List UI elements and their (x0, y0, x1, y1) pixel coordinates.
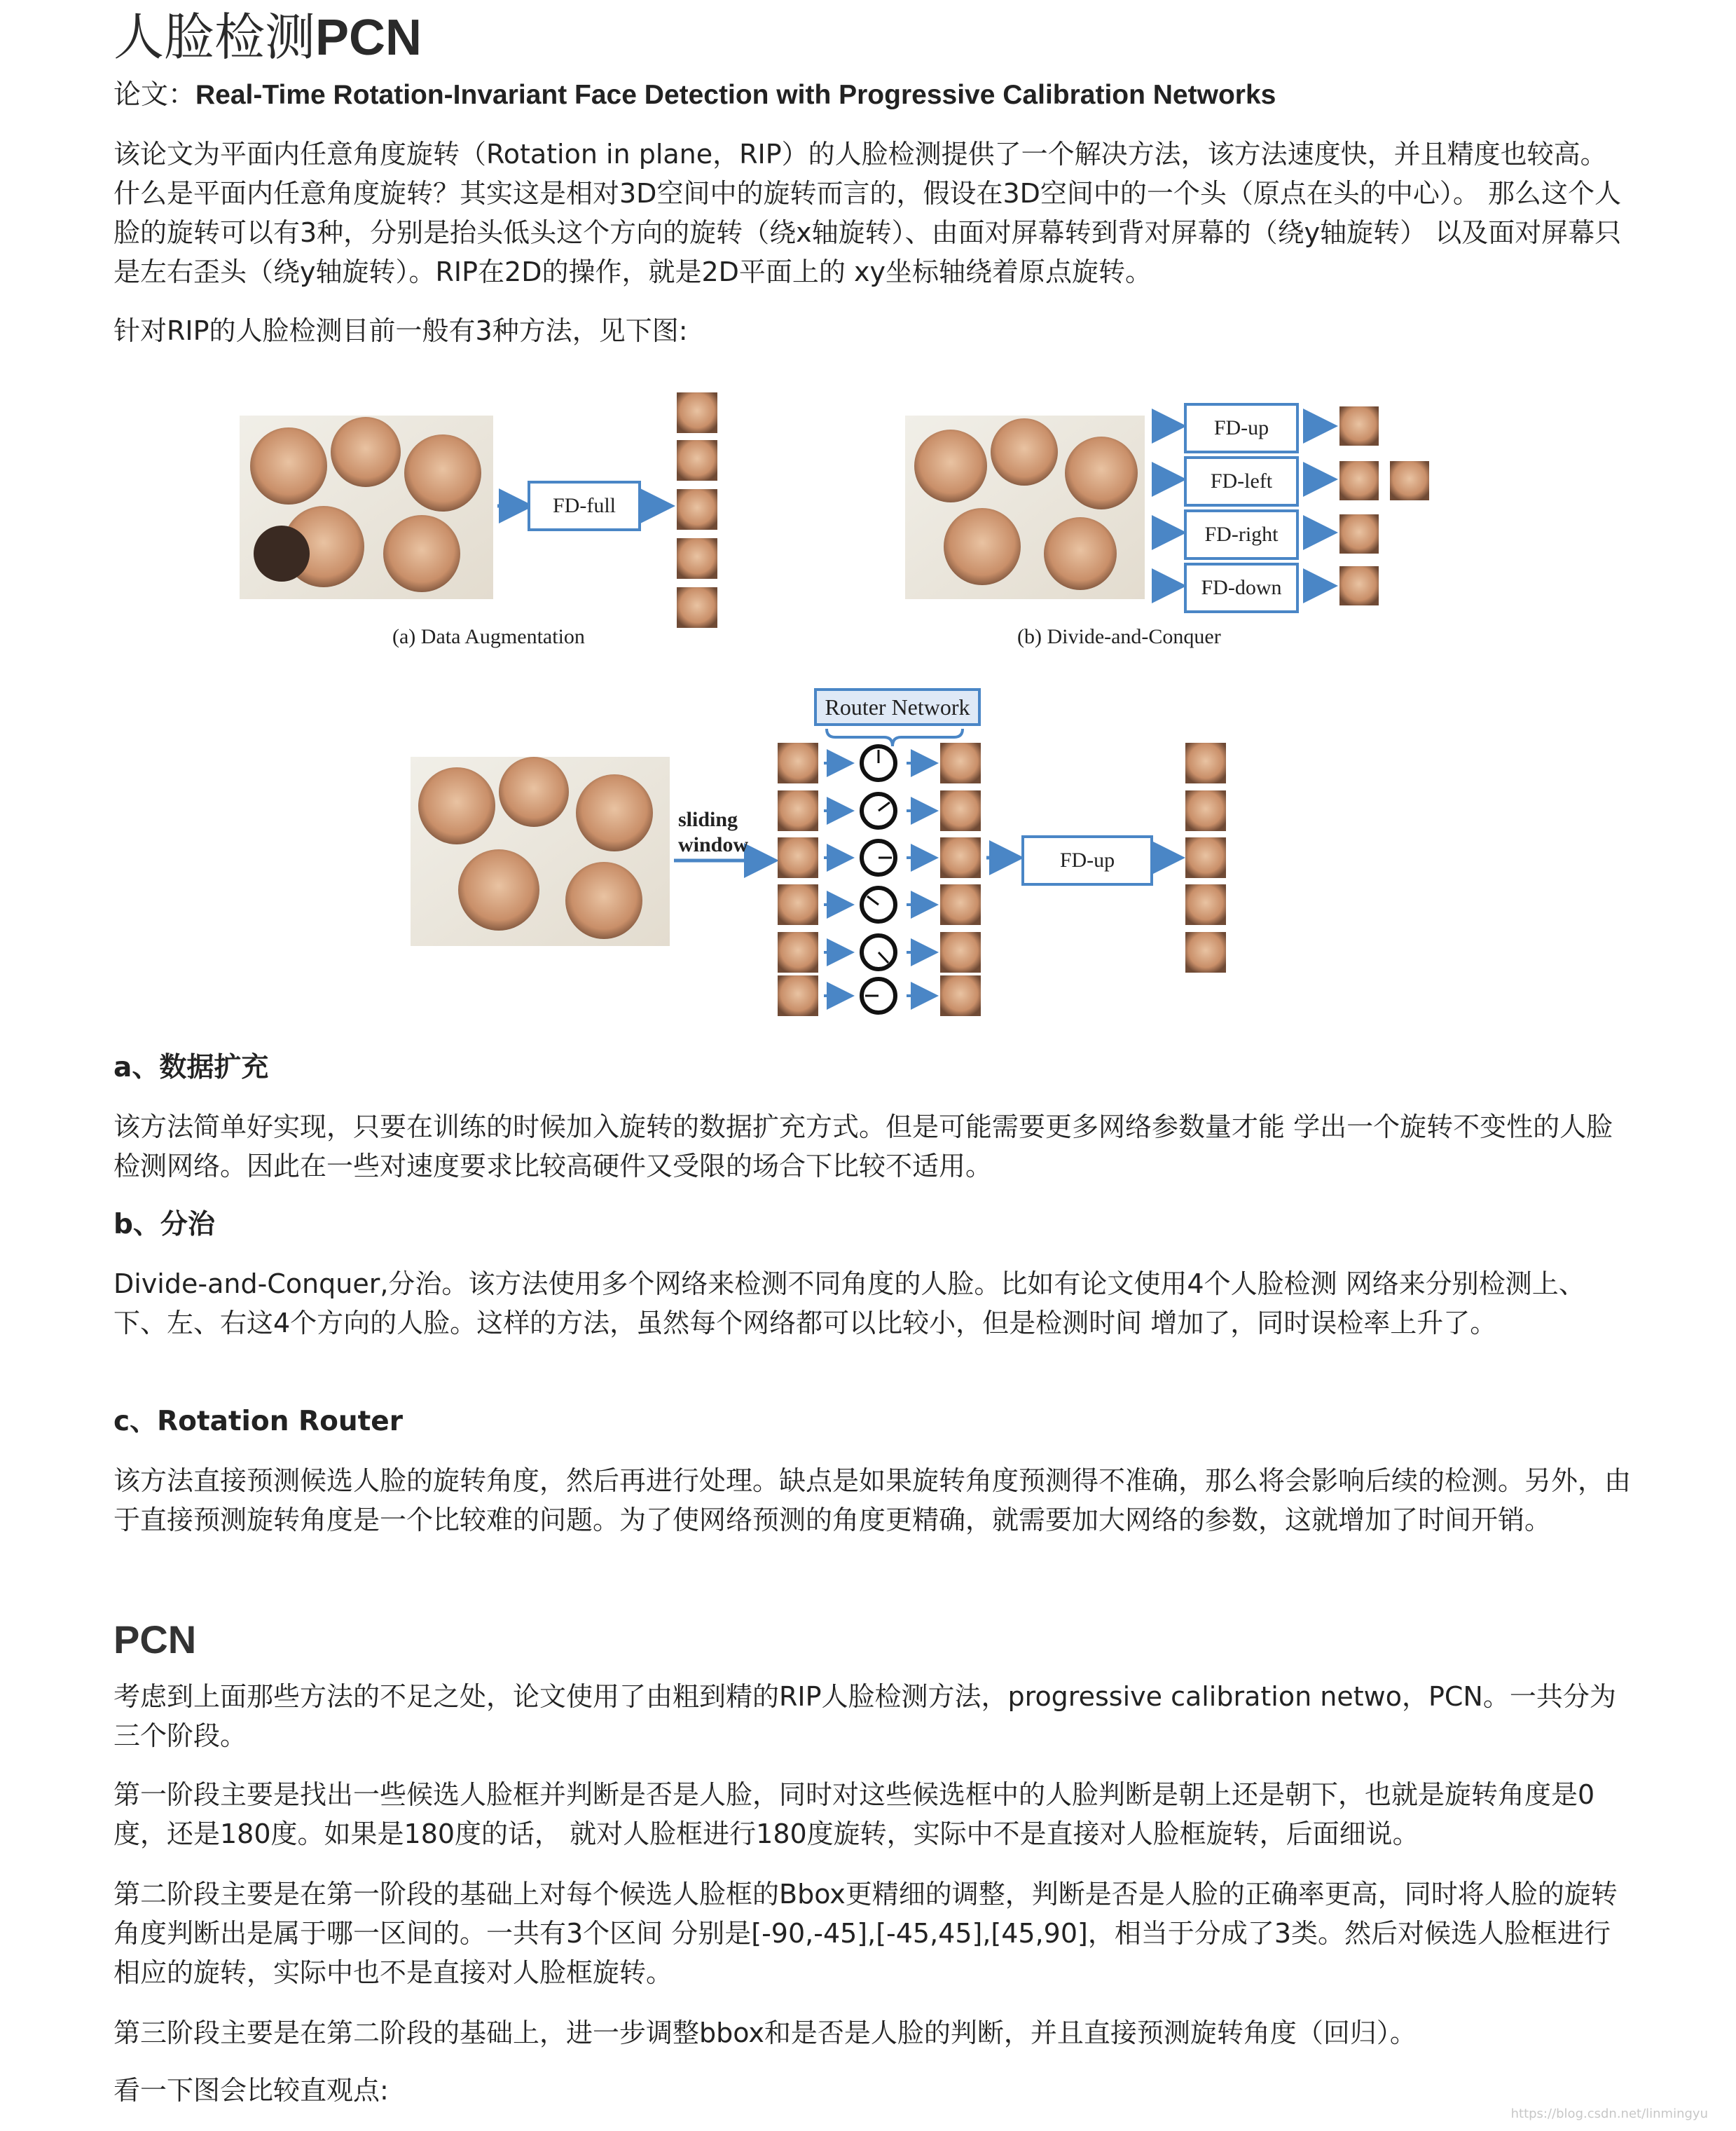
pcn-heading: PCN (113, 1617, 197, 1661)
watermark: https://blog.csdn.net/linmingyu (1510, 2106, 1708, 2121)
faces-column-c-out (1185, 743, 1226, 973)
section-c-text: 该方法直接预测候选人脸的旋转角度，然后再进行处理。缺点是如果旋转角度预测得不准确，那么将会影响后续的检测。另外，由于直接预测旋转角度是一个比较难的问题。为了使网络预测的角度更精确，就需要加大网络的参数，这就增加了时间开销。 (113, 1465, 1632, 1535)
methods-intro: 针对RIP的人脸检测目前一般有3种方法，见下图: (113, 315, 688, 346)
group-photo-a (240, 416, 493, 599)
methods-figure (113, 378, 1634, 1023)
fd-down-box: FD-down (1184, 563, 1299, 613)
fd-up-box: FD-up (1184, 403, 1299, 453)
section-a-heading: a、数据扩充 (113, 1052, 269, 1083)
intro-paragraph: 该论文为平面内任意角度旋转（Rotation in plane，RIP）的人脸检测提供了一个解决方法，该方法速度快，并且精度也较高。 什么是平面内任意角度旋转？其实这是相对3D空间中的旋转而言的，假设在3D空间中的一个头（原点在头的中心）。 那么这个人脸的旋转可以有3种，分别是抬头低头这个方向的旋转（绕x轴旋转）、由面对屏幕转到背对屏幕的（绕y轴旋转） 以及面对屏幕只是左右歪头（绕y轴旋转）。RIP在2D的操作，就是2D平面上的 xy坐标轴绕着原点旋转。 (113, 139, 1622, 287)
fd-right-box: FD-right (1184, 509, 1299, 560)
section-b-heading: b、分治 (113, 1209, 215, 1240)
caption-a: (a) Data Augmentation (392, 625, 585, 648)
caption-b: (b) Divide-and-Conquer (1017, 625, 1221, 648)
sliding-window-label: sliding window (678, 808, 749, 856)
pcn-paragraph-5: 看一下图会比较直观点: (113, 2075, 389, 2106)
page-title: 人脸检测PCN (113, 8, 422, 67)
group-photo-b (905, 416, 1145, 599)
arrows-b-in (1152, 426, 1180, 586)
pcn-paragraph-4: 第三阶段主要是在第二阶段的基础上，进一步调整bbox和是否是人脸的判断，并且直接预测旋转角度（回归）。 (113, 2017, 1417, 2048)
faces-column-b (1339, 406, 1429, 605)
rotation-dial-icons (862, 746, 895, 1013)
faces-column-c-mid (940, 743, 981, 1016)
group-photo-c (411, 757, 670, 946)
pcn-paragraph-1: 考虑到上面那些方法的不足之处，论文使用了由粗到精的RIP人脸检测方法，progressive calibration netwo，PCN。一共分为三个阶段。 (113, 1681, 1616, 1751)
section-b-text: Divide-and-Conquer,分治。该方法使用多个网络来检测不同角度的人脸。比如有论文使用4个人脸检测 网络来分别检测上、下、左、右这4个方向的人脸。这样的方法，虽然每个网络都可以比较小，但是检测时间 增加了，同时误检率上升了。 (113, 1268, 1585, 1338)
section-a-text: 该方法简单好实现，只要在训练的时候加入旋转的数据扩充方式。但是可能需要更多网络参数量才能 学出一个旋转不变性的人脸检测网络。因此在一些对速度要求比较高硬件又受限的场合下比较不适用。 (113, 1111, 1613, 1181)
router-network-box: Router Network (814, 688, 981, 726)
pcn-paragraph-3: 第二阶段主要是在第一阶段的基础上对每个候选人脸框的Bbox更精细的调整，判断是否是人脸的正确率更高，同时将人脸的旋转角度判断出是属于哪一区间的。一共有3个区间 分别是[-90,-45],[-45,45],[45,90]，相当于分成了3类。然后对候选人脸框进行相应的旋转，实际中也不是直接对人脸框旋转。 (113, 1879, 1618, 1988)
arrows-b-out (1303, 426, 1331, 586)
section-c-heading: c、Rotation Router (113, 1406, 403, 1437)
pcn-paragraph-2: 第一阶段主要是找出一些候选人脸框并判断是否是人脸，同时对这些候选框中的人脸判断是朝上还是朝下，也就是旋转角度是0度，还是180度。如果是180度的话， 就对人脸框进行180度旋转，实际中不是直接对人脸框旋转，后面细说。 (113, 1779, 1595, 1849)
paper-subtitle: 论文：Real-Time Rotation-Invariant Face Detection with Progressive Calibration Networks (113, 79, 1276, 111)
fd-full-box: FD-full (528, 481, 641, 531)
faces-column-c-in (778, 743, 818, 1016)
faces-column-a (677, 392, 717, 628)
fd-left-box: FD-left (1184, 456, 1299, 507)
fd-up-box-c: FD-up (1021, 835, 1153, 886)
